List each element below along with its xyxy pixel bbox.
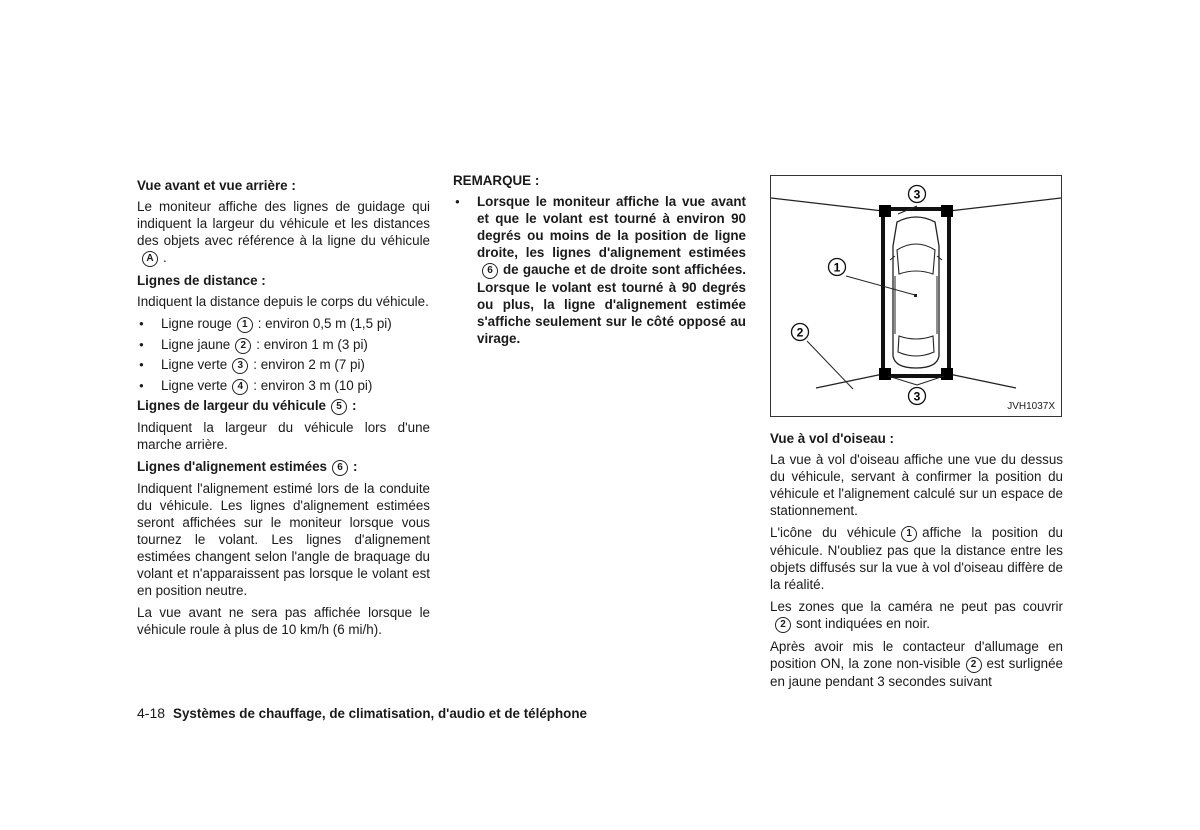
figure-code: JVH1037X bbox=[1007, 401, 1055, 412]
callout-2: 2 bbox=[775, 617, 791, 633]
left-column bbox=[137, 177, 430, 643]
svg-text:1: 1 bbox=[833, 260, 841, 275]
right-column bbox=[770, 430, 1063, 695]
callout-1: 1 bbox=[237, 317, 253, 333]
callout-a: A bbox=[142, 251, 158, 267]
page-footer bbox=[137, 705, 587, 721]
heading-birds-eye-view: Vue à vol d'oiseau : bbox=[770, 431, 894, 446]
paragraph-ignition: Après avoir mis le contacteur d'allumage en position ON, la zone non-visible 2 est surlignée en jaune pendant 3 secondes suivant bbox=[770, 639, 1063, 689]
callout-5: 5 bbox=[331, 399, 347, 415]
paragraph-distance-lines: Indiquent la distance depuis le corps du véhicule. bbox=[137, 294, 429, 309]
callout-3-top bbox=[909, 186, 926, 203]
paragraph-vehicle-icon: L'icône du véhicule 1 affiche la position du véhicule. N'oubliez pas que la distance entre les objets diffusés sur la vue à vol d'oiseau diffère de la réalité. bbox=[770, 525, 1064, 592]
heading-front-rear-view: Vue avant et vue arrière : bbox=[137, 178, 296, 193]
callout-4: 4 bbox=[232, 379, 248, 395]
callout-1: 1 bbox=[901, 526, 917, 542]
callout-2: 2 bbox=[966, 657, 982, 673]
callout-2 bbox=[792, 324, 809, 341]
page-number: 4-18 bbox=[137, 705, 166, 721]
list-item: ● Ligne rouge 1 : environ 0,5 m (1,5 pi) bbox=[137, 315, 430, 333]
paragraph-birds-eye-intro: La vue à vol d'oiseau affiche une vue du dessus du véhicule, servant à confirmer la position du véhicule et l'alignement calculé sur un espace de stationnement. bbox=[770, 452, 1063, 518]
paragraph-guide-lines: Le moniteur affiche des lignes de guidage qui indiquent la largeur du véhicule et les distances des objets avec référence à la ligne du véhiculeA . bbox=[137, 199, 430, 265]
birds-eye-figure bbox=[770, 175, 1062, 417]
middle-column bbox=[453, 172, 746, 350]
paragraph-alignment-lines: Indiquent l'alignement estimé lors de la conduite du véhicule. Les lignes d'alignement estimées seront affichées sur le moniteur lorsque vous tournez le volant. Les lignes d'alignement estimées changent selon l'angle de braquage du volant et n'apparaissent pas lorsque le volant est en position neutre. bbox=[137, 481, 430, 599]
svg-text:3: 3 bbox=[913, 187, 921, 202]
remark-title: REMARQUE : bbox=[453, 173, 540, 188]
svg-text:3: 3 bbox=[913, 389, 921, 404]
list-item: ● Ligne verte 3 : environ 2 m (7 pi) bbox=[137, 356, 430, 374]
list-item: ● Ligne verte 4 : environ 3 m (10 pi) bbox=[137, 377, 430, 395]
callout-6: 6 bbox=[332, 460, 348, 476]
callout-1 bbox=[829, 259, 846, 276]
list-item: ● Ligne jaune 2 : environ 1 m (3 pi) bbox=[137, 336, 430, 354]
distance-lines-list bbox=[137, 315, 430, 395]
paragraph-width-lines: Indiquent la largeur du véhicule lors d'une marche arrière. bbox=[137, 420, 430, 453]
svg-text:2: 2 bbox=[796, 325, 804, 340]
callout-3: 3 bbox=[232, 358, 248, 374]
heading-distance-lines: Lignes de distance : bbox=[137, 273, 266, 288]
paragraph-front-view-speed: La vue avant ne sera pas affichée lorsque le véhicule roule à plus de 10 km/h (6 mi/h). bbox=[137, 605, 430, 638]
callout-6: 6 bbox=[482, 263, 498, 279]
callout-2: 2 bbox=[235, 338, 251, 354]
paragraph-blind-zones: Les zones que la caméra ne peut pas couvrir2 sont indiquées en noir. bbox=[770, 599, 1063, 631]
heading-width-lines: Lignes de largeur du véhicule 5 : bbox=[137, 398, 357, 414]
chapter-title: Systèmes de chauffage, de climatisation, d'audio et de téléphone bbox=[173, 706, 587, 721]
callout-3-bottom bbox=[909, 388, 926, 405]
remark-list bbox=[453, 193, 746, 347]
remark-item: ● Lorsque le moniteur affiche la vue avant et que le volant est tourné à environ 90 degrés ou moins de la position de ligne droite, les lignes d'alignement estimées6 de gauche et de droite sont affichées. Lorsque le volant est tourné à 90 degrés ou plus, la ligne d'alignement estimée s'affiche seulement sur le côté opposé au virage. bbox=[453, 193, 746, 347]
birds-eye-diagram bbox=[771, 176, 1061, 416]
heading-alignment-lines: Lignes d'alignement estimées 6 : bbox=[137, 459, 358, 475]
